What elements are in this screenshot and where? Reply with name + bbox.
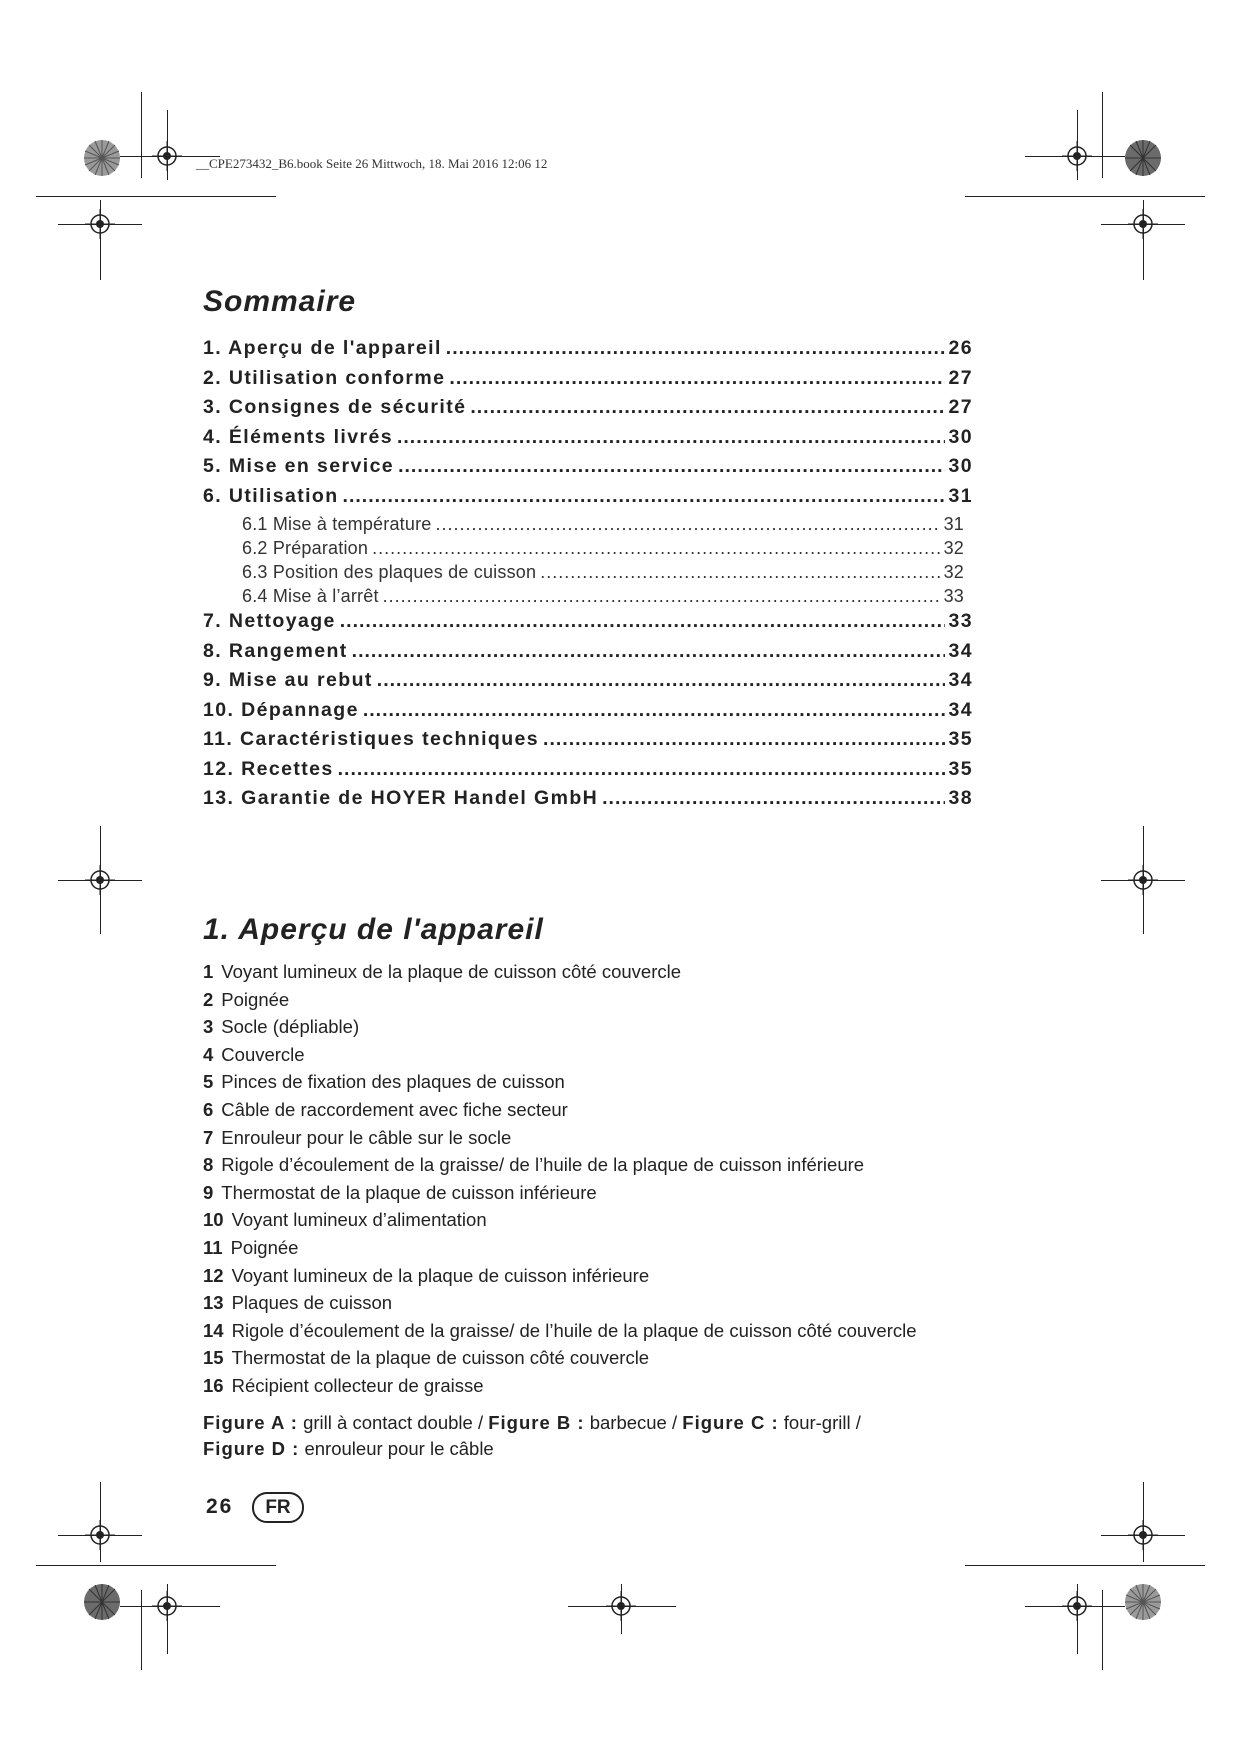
toc-leader-dots: [398, 455, 944, 478]
language-badge: FR: [252, 1492, 304, 1523]
figure-b-label: Figure B :: [488, 1412, 585, 1433]
toc-entry: [203, 640, 973, 670]
toc-leader-dots: [540, 562, 939, 583]
toc-entry-label: 11. Caractéristiques techniques: [203, 728, 540, 750]
part-number: 4: [203, 1043, 214, 1065]
toc-entry: [203, 758, 973, 788]
figure-b-text: barbecue /: [589, 1412, 678, 1433]
part-description: Thermostat de la plaque de cuisson côté couvercle: [231, 1347, 650, 1369]
part-description: Voyant lumineux d’alimentation: [231, 1209, 487, 1231]
part-number: 5: [203, 1071, 214, 1093]
registration-rosette-icon: [83, 1583, 121, 1621]
part-list-item: [203, 1372, 1063, 1400]
part-list-item: [203, 986, 1063, 1014]
part-list-item: [203, 1344, 1063, 1372]
figure-d-text: enrouleur pour le câble: [304, 1438, 494, 1459]
part-number: 7: [203, 1126, 214, 1148]
part-number: 16: [203, 1374, 224, 1396]
part-number: 15: [203, 1347, 224, 1369]
toc-leader-dots: [449, 367, 944, 390]
print-slug-line: __CPE273432_B6.book Seite 26 Mittwoch, 18. Mai 2016 12:06 12: [196, 156, 548, 171]
part-list-item: [203, 1124, 1063, 1152]
figure-c-label: Figure C :: [682, 1412, 779, 1433]
toc-entry-label: 6. Utilisation: [203, 484, 339, 507]
part-number: 8: [203, 1154, 214, 1176]
toc-entry-page: 35: [948, 728, 973, 750]
part-description: Socle (dépliable): [221, 1016, 360, 1038]
part-description: Couvercle: [221, 1043, 305, 1065]
toc-leader-dots: [446, 337, 945, 360]
part-list-item: [203, 1317, 1063, 1345]
toc-entry: [203, 396, 973, 426]
toc-leader-dots: [543, 728, 944, 751]
figures-caption: [203, 1410, 1023, 1462]
figure-a-label: Figure A :: [203, 1412, 298, 1433]
part-list-item: [203, 1262, 1063, 1290]
toc-entry-page: 31: [948, 484, 973, 507]
toc-entry-page: 38: [948, 787, 973, 809]
section-title-overview: 1. Aperçu de l'appareil: [203, 913, 544, 946]
toc-entry-page: 27: [948, 366, 973, 389]
part-list-item: [203, 1013, 1063, 1041]
part-description: Rigole d’écoulement de la graisse/ de l’huile de la plaque de cuisson côté couvercle: [231, 1319, 917, 1341]
registration-rosette-icon: [83, 139, 121, 177]
toc-entry: [203, 787, 973, 817]
part-list-item: [203, 1206, 1063, 1234]
toc-entry: [203, 669, 973, 699]
toc-entry-page: 30: [948, 425, 973, 448]
toc-entry-page: 35: [948, 757, 973, 780]
table-of-contents: [203, 337, 973, 817]
part-description: Pinces de fixation des plaques de cuisson: [221, 1071, 565, 1093]
part-description: Enrouleur pour le câble sur le socle: [221, 1126, 512, 1148]
toc-entry-label: 3. Consignes de sécurité: [203, 396, 467, 418]
registration-rosette-icon: [1124, 139, 1162, 177]
part-description: Récipient collecteur de graisse: [231, 1374, 484, 1396]
toc-entry-label: 2. Utilisation conforme: [203, 366, 446, 389]
part-number: 2: [203, 988, 214, 1010]
toc-subentry: [203, 538, 964, 562]
part-list-item: [203, 1179, 1063, 1207]
toc-entry-page: 32: [943, 538, 964, 558]
toc-entry-label: 13. Garantie de HOYER Handel GmbH: [203, 787, 599, 809]
toc-entry-label: 6.2 Préparation: [242, 538, 369, 558]
toc-entry: [203, 728, 973, 758]
figure-d-label: Figure D :: [203, 1438, 300, 1459]
part-list-item: [203, 1096, 1063, 1124]
toc-entry-label: 5. Mise en service: [203, 455, 395, 477]
toc-entry: [203, 426, 973, 456]
part-number: 13: [203, 1292, 224, 1314]
part-description: Câble de raccordement avec fiche secteur: [221, 1098, 568, 1120]
toc-entry-label: 8. Rangement: [203, 639, 348, 662]
part-description: Thermostat de la plaque de cuisson inférieure: [221, 1181, 597, 1203]
part-list-item: [203, 1151, 1063, 1179]
part-number: 10: [203, 1209, 224, 1231]
toc-entry-page: 32: [943, 562, 964, 582]
registration-rosette-icon: [1124, 1583, 1162, 1621]
toc-leader-dots: [352, 640, 945, 663]
toc-entry-label: 6.4 Mise à l’arrêt: [242, 586, 379, 606]
toc-entry-label: 6.1 Mise à température: [242, 514, 432, 534]
part-description: Rigole d’écoulement de la graisse/ de l’huile de la plaque de cuisson inférieure: [221, 1154, 865, 1176]
figure-c-text: four-grill /: [783, 1412, 861, 1433]
part-number: 14: [203, 1319, 224, 1341]
toc-leader-dots: [470, 396, 944, 419]
part-list-item: [203, 1234, 1063, 1262]
toc-title: Sommaire: [203, 285, 357, 318]
toc-entry-label: 7. Nettoyage: [203, 610, 336, 632]
toc-entry: [203, 699, 973, 729]
toc-leader-dots: [363, 699, 945, 722]
part-list-item: [203, 1068, 1063, 1096]
toc-entry-label: 4. Éléments livrés: [203, 425, 393, 448]
part-number: 12: [203, 1264, 224, 1286]
part-list-item: [203, 1041, 1063, 1069]
toc-leader-dots: [340, 610, 945, 633]
toc-entry: [203, 337, 973, 367]
page-number: 26: [206, 1495, 234, 1518]
toc-entry-page: 34: [948, 698, 973, 721]
toc-entry-page: 27: [948, 396, 973, 418]
toc-entry: [203, 367, 973, 397]
part-description: Poignée: [230, 1236, 299, 1258]
toc-entry-page: 33: [948, 610, 973, 632]
figure-a-text: grill à contact double /: [303, 1412, 484, 1433]
part-number: 1: [203, 961, 214, 982]
toc-entry: [203, 455, 973, 485]
toc-entry-page: 34: [948, 669, 973, 691]
part-list-item: [203, 958, 1063, 986]
toc-leader-dots: [372, 538, 939, 559]
part-list-item: [203, 1289, 1063, 1317]
parts-list: [203, 958, 1063, 1400]
toc-entry: [203, 610, 973, 640]
toc-entry-page: 34: [948, 639, 973, 662]
toc-leader-dots: [343, 485, 945, 508]
toc-entry-label: 9. Mise au rebut: [203, 669, 373, 691]
toc-entry-label: 1. Aperçu de l'appareil: [203, 337, 442, 359]
toc-subentry: [203, 562, 964, 586]
toc-entry-label: 12. Recettes: [203, 757, 334, 780]
toc-leader-dots: [338, 758, 945, 781]
part-description: Poignée: [221, 988, 290, 1010]
part-number: 6: [203, 1098, 214, 1120]
toc-leader-dots: [397, 426, 945, 449]
toc-entry-page: 31: [943, 514, 964, 534]
toc-entry-label: 6.3 Position des plaques de cuisson: [242, 562, 537, 582]
part-number: 3: [203, 1016, 214, 1038]
toc-leader-dots: [602, 787, 944, 810]
toc-subentry: [203, 586, 964, 610]
toc-entry-page: 26: [948, 337, 973, 359]
toc-entry: [203, 485, 973, 515]
part-description: Plaques de cuisson: [231, 1292, 393, 1314]
part-description: Voyant lumineux de la plaque de cuisson côté couvercle: [221, 961, 682, 982]
toc-entry-page: 33: [943, 586, 964, 606]
part-description: Voyant lumineux de la plaque de cuisson inférieure: [231, 1264, 650, 1286]
toc-leader-dots: [383, 586, 940, 607]
toc-entry-page: 30: [948, 455, 973, 477]
part-number: 11: [203, 1236, 223, 1258]
toc-subentry: [203, 514, 964, 538]
toc-leader-dots: [436, 514, 940, 535]
toc-leader-dots: [377, 669, 945, 692]
part-number: 9: [203, 1181, 214, 1203]
toc-entry-label: 10. Dépannage: [203, 698, 359, 721]
